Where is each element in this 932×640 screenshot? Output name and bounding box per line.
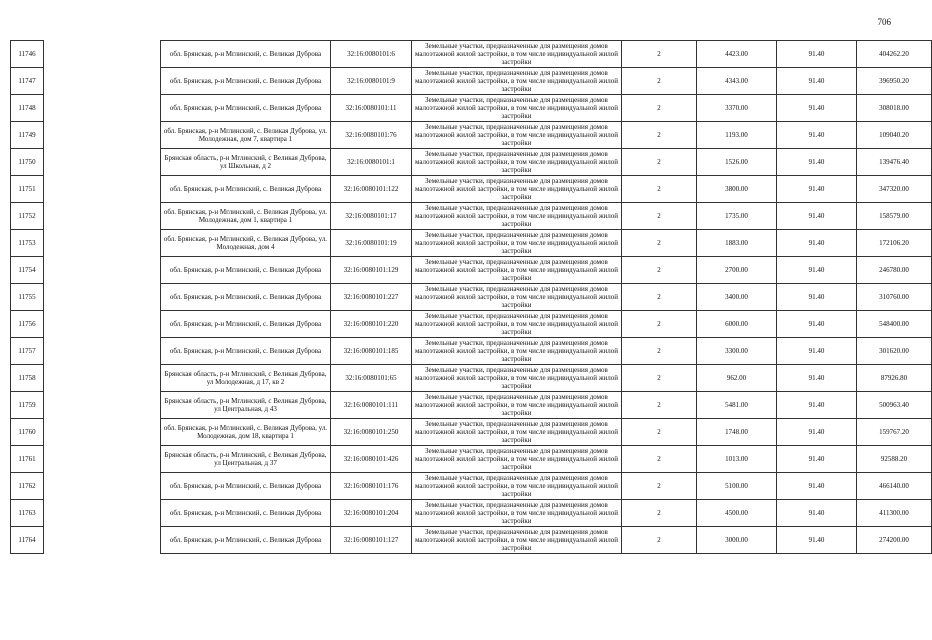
cadastral-value-cell: 92588.20	[857, 446, 932, 473]
address-cell: Брянская область, р-н Мглинский, с Великая Дуброва, ул Центральная, д 37	[161, 446, 331, 473]
specific-value-cell: 91.40	[777, 527, 857, 554]
cadastral-number-cell: 32:16:0080101:127	[331, 527, 412, 554]
land-use-category-cell: Земельные участки, предназначенные для размещения домов малоэтажной жилой застройки, в том числе индивидуальной жилой застройки	[412, 419, 622, 446]
specific-value-cell: 91.40	[777, 473, 857, 500]
cadastral-number-cell: 32:16:0080101:17	[331, 203, 412, 230]
row-number: 11762	[11, 473, 44, 500]
land-use-category-cell: Земельные участки, предназначенные для размещения домов малоэтажной жилой застройки, в том числе индивидуальной жилой застройки	[412, 338, 622, 365]
area-cell: 3300.00	[697, 338, 777, 365]
specific-value-cell: 91.40	[777, 284, 857, 311]
land-use-category-cell: Земельные участки, предназначенные для размещения домов малоэтажной жилой застройки, в том числе индивидуальной жилой застройки	[412, 230, 622, 257]
area-cell: 3800.00	[697, 176, 777, 203]
group-cell: 2	[622, 68, 697, 95]
cadastral-value-cell: 411300.00	[857, 500, 932, 527]
cadastral-value-cell: 308018.00	[857, 95, 932, 122]
cadastral-number-cell: 32:16:0080101:6	[331, 41, 412, 68]
row-number: 11753	[11, 230, 44, 257]
cadastral-number-cell: 32:16:0080101:176	[331, 473, 412, 500]
blank-cell	[44, 473, 161, 500]
area-cell: 1193.00	[697, 122, 777, 149]
row-number: 11758	[11, 365, 44, 392]
land-use-category-cell: Земельные участки, предназначенные для размещения домов малоэтажной жилой застройки, в том числе индивидуальной жилой застройки	[412, 500, 622, 527]
row-number: 11757	[11, 338, 44, 365]
cadastral-number-cell: 32:16:0080101:129	[331, 257, 412, 284]
group-cell: 2	[622, 419, 697, 446]
area-cell: 4500.00	[697, 500, 777, 527]
group-cell: 2	[622, 284, 697, 311]
table-row	[11, 41, 932, 68]
row-number: 11752	[11, 203, 44, 230]
group-cell: 2	[622, 311, 697, 338]
specific-value-cell: 91.40	[777, 149, 857, 176]
blank-cell	[44, 500, 161, 527]
group-cell: 2	[622, 365, 697, 392]
cadastral-value-cell: 274200.00	[857, 527, 932, 554]
address-cell: обл. Брянская, р-н Мглинский, с. Великая Дуброва	[161, 311, 331, 338]
land-use-category-cell: Земельные участки, предназначенные для размещения домов малоэтажной жилой застройки, в том числе индивидуальной жилой застройки	[412, 311, 622, 338]
specific-value-cell: 91.40	[777, 95, 857, 122]
table-row	[11, 257, 932, 284]
table-row	[11, 473, 932, 500]
land-use-category-cell: Земельные участки, предназначенные для размещения домов малоэтажной жилой застройки, в том числе индивидуальной жилой застройки	[412, 41, 622, 68]
row-number: 11747	[11, 68, 44, 95]
specific-value-cell: 91.40	[777, 203, 857, 230]
blank-cell	[44, 446, 161, 473]
area-cell: 3400.00	[697, 284, 777, 311]
cadastral-value-cell: 159767.20	[857, 419, 932, 446]
table-row	[11, 500, 932, 527]
cadastral-number-cell: 32:16:0080101:426	[331, 446, 412, 473]
group-cell: 2	[622, 527, 697, 554]
group-cell: 2	[622, 338, 697, 365]
cadastral-number-cell: 32:16:0080101:227	[331, 284, 412, 311]
land-use-category-cell: Земельные участки, предназначенные для размещения домов малоэтажной жилой застройки, в том числе индивидуальной жилой застройки	[412, 446, 622, 473]
cadastral-value-cell: 301620.00	[857, 338, 932, 365]
specific-value-cell: 91.40	[777, 365, 857, 392]
blank-cell	[44, 95, 161, 122]
row-number: 11760	[11, 419, 44, 446]
cadastral-number-cell: 32:16:0080101:11	[331, 95, 412, 122]
area-cell: 2700.00	[697, 257, 777, 284]
specific-value-cell: 91.40	[777, 419, 857, 446]
specific-value-cell: 91.40	[777, 311, 857, 338]
address-cell: обл. Брянская, р-н Мглинский, с. Великая Дуброва	[161, 68, 331, 95]
cadastral-number-cell: 32:16:0080101:220	[331, 311, 412, 338]
cadastral-value-cell: 172106.20	[857, 230, 932, 257]
specific-value-cell: 91.40	[777, 122, 857, 149]
address-cell: Брянская область, р-н Мглинский, с Великая Дуброва, ул Центральная, д 43	[161, 392, 331, 419]
group-cell: 2	[622, 176, 697, 203]
blank-cell	[44, 122, 161, 149]
area-cell: 3370.00	[697, 95, 777, 122]
row-number: 11763	[11, 500, 44, 527]
area-cell: 3000.00	[697, 527, 777, 554]
land-use-category-cell: Земельные участки, предназначенные для размещения домов малоэтажной жилой застройки, в том числе индивидуальной жилой застройки	[412, 68, 622, 95]
group-cell: 2	[622, 446, 697, 473]
address-cell: обл. Брянская, р-н Мглинский, с. Великая Дуброва, ул. Молодежная, дом 7, квартира 1	[161, 122, 331, 149]
area-cell: 962.00	[697, 365, 777, 392]
group-cell: 2	[622, 500, 697, 527]
address-cell: обл. Брянская, р-н Мглинский, с. Великая Дуброва	[161, 41, 331, 68]
page-number: 706	[877, 17, 891, 27]
address-cell: обл. Брянская, р-н Мглинский, с. Великая Дуброва	[161, 473, 331, 500]
land-use-category-cell: Земельные участки, предназначенные для размещения домов малоэтажной жилой застройки, в том числе индивидуальной жилой застройки	[412, 122, 622, 149]
cadastral-value-table	[10, 40, 932, 554]
blank-cell	[44, 41, 161, 68]
area-cell: 5100.00	[697, 473, 777, 500]
blank-cell	[44, 419, 161, 446]
group-cell: 2	[622, 473, 697, 500]
table-row	[11, 122, 932, 149]
row-number: 11759	[11, 392, 44, 419]
area-cell: 1883.00	[697, 230, 777, 257]
blank-cell	[44, 338, 161, 365]
address-cell: обл. Брянская, р-н Мглинский, с. Великая Дуброва, ул. Молодежная, дом 4	[161, 230, 331, 257]
row-number: 11756	[11, 311, 44, 338]
specific-value-cell: 91.40	[777, 257, 857, 284]
address-cell: обл. Брянская, р-н Мглинский, с. Великая Дуброва	[161, 95, 331, 122]
specific-value-cell: 91.40	[777, 392, 857, 419]
cadastral-value-cell: 310760.00	[857, 284, 932, 311]
group-cell: 2	[622, 122, 697, 149]
cadastral-number-cell: 32:16:0080101:65	[331, 365, 412, 392]
row-number: 11748	[11, 95, 44, 122]
cadastral-number-cell: 32:16:0080101:1	[331, 149, 412, 176]
area-cell: 4423.00	[697, 41, 777, 68]
row-number: 11750	[11, 149, 44, 176]
table-row	[11, 149, 932, 176]
group-cell: 2	[622, 203, 697, 230]
land-use-category-cell: Земельные участки, предназначенные для размещения домов малоэтажной жилой застройки, в том числе индивидуальной жилой застройки	[412, 149, 622, 176]
address-cell: обл. Брянская, р-н Мглинский, с. Великая Дуброва	[161, 338, 331, 365]
cadastral-number-cell: 32:16:0080101:185	[331, 338, 412, 365]
table-row	[11, 68, 932, 95]
table-row	[11, 284, 932, 311]
address-cell: обл. Брянская, р-н Мглинский, с. Великая Дуброва	[161, 257, 331, 284]
land-use-category-cell: Земельные участки, предназначенные для размещения домов малоэтажной жилой застройки, в том числе индивидуальной жилой застройки	[412, 527, 622, 554]
group-cell: 2	[622, 41, 697, 68]
row-number: 11764	[11, 527, 44, 554]
cadastral-number-cell: 32:16:0080101:19	[331, 230, 412, 257]
cadastral-number-cell: 32:16:0080101:9	[331, 68, 412, 95]
row-number: 11746	[11, 41, 44, 68]
cadastral-value-cell: 158579.00	[857, 203, 932, 230]
blank-cell	[44, 149, 161, 176]
specific-value-cell: 91.40	[777, 176, 857, 203]
group-cell: 2	[622, 95, 697, 122]
table-row	[11, 176, 932, 203]
blank-cell	[44, 284, 161, 311]
group-cell: 2	[622, 392, 697, 419]
cadastral-value-cell: 500963.40	[857, 392, 932, 419]
area-cell: 4343.00	[697, 68, 777, 95]
land-use-category-cell: Земельные участки, предназначенные для размещения домов малоэтажной жилой застройки, в том числе индивидуальной жилой застройки	[412, 95, 622, 122]
table-row	[11, 203, 932, 230]
land-use-category-cell: Земельные участки, предназначенные для размещения домов малоэтажной жилой застройки, в том числе индивидуальной жилой застройки	[412, 473, 622, 500]
cadastral-number-cell: 32:16:0080101:111	[331, 392, 412, 419]
blank-cell	[44, 230, 161, 257]
row-number: 11761	[11, 446, 44, 473]
specific-value-cell: 91.40	[777, 230, 857, 257]
area-cell: 1526.00	[697, 149, 777, 176]
group-cell: 2	[622, 149, 697, 176]
specific-value-cell: 91.40	[777, 68, 857, 95]
blank-cell	[44, 203, 161, 230]
blank-cell	[44, 68, 161, 95]
cadastral-value-cell: 109040.20	[857, 122, 932, 149]
table-row	[11, 365, 932, 392]
table-row	[11, 446, 932, 473]
group-cell: 2	[622, 257, 697, 284]
cadastral-value-cell: 404262.20	[857, 41, 932, 68]
address-cell: Брянская область, р-н Мглинский, с Великая Дуброва, ул Школьная, д 2	[161, 149, 331, 176]
address-cell: обл. Брянская, р-н Мглинский, с. Великая Дуброва, ул. Молодежная, дом 18, квартира 1	[161, 419, 331, 446]
cadastral-number-cell: 32:16:0080101:76	[331, 122, 412, 149]
group-cell: 2	[622, 230, 697, 257]
row-number: 11751	[11, 176, 44, 203]
row-number: 11749	[11, 122, 44, 149]
address-cell: обл. Брянская, р-н Мглинский, с. Великая Дуброва	[161, 500, 331, 527]
blank-cell	[44, 365, 161, 392]
table-row	[11, 311, 932, 338]
land-use-category-cell: Земельные участки, предназначенные для размещения домов малоэтажной жилой застройки, в том числе индивидуальной жилой застройки	[412, 257, 622, 284]
row-number: 11755	[11, 284, 44, 311]
land-use-category-cell: Земельные участки, предназначенные для размещения домов малоэтажной жилой застройки, в том числе индивидуальной жилой застройки	[412, 392, 622, 419]
cadastral-value-cell: 548400.00	[857, 311, 932, 338]
area-cell: 1748.00	[697, 419, 777, 446]
blank-cell	[44, 311, 161, 338]
blank-cell	[44, 176, 161, 203]
address-cell: обл. Брянская, р-н Мглинский, с. Великая Дуброва	[161, 284, 331, 311]
cadastral-value-cell: 87926.80	[857, 365, 932, 392]
land-use-category-cell: Земельные участки, предназначенные для размещения домов малоэтажной жилой застройки, в том числе индивидуальной жилой застройки	[412, 365, 622, 392]
cadastral-value-cell: 347320.00	[857, 176, 932, 203]
address-cell: обл. Брянская, р-н Мглинский, с. Великая Дуброва	[161, 527, 331, 554]
blank-cell	[44, 527, 161, 554]
table-row	[11, 95, 932, 122]
land-use-category-cell: Земельные участки, предназначенные для размещения домов малоэтажной жилой застройки, в том числе индивидуальной жилой застройки	[412, 176, 622, 203]
address-cell: Брянская область, р-н Мглинский, с Великая Дуброва, ул Молодежная, д 17, кв 2	[161, 365, 331, 392]
cadastral-value-cell: 466140.00	[857, 473, 932, 500]
specific-value-cell: 91.40	[777, 41, 857, 68]
land-use-category-cell: Земельные участки, предназначенные для размещения домов малоэтажной жилой застройки, в том числе индивидуальной жилой застройки	[412, 203, 622, 230]
specific-value-cell: 91.40	[777, 500, 857, 527]
table-row	[11, 527, 932, 554]
cadastral-value-cell: 246780.00	[857, 257, 932, 284]
table-row	[11, 392, 932, 419]
address-cell: обл. Брянская, р-н Мглинский, с. Великая Дуброва, ул. Молодежная, дом 1, квартира 1	[161, 203, 331, 230]
blank-cell	[44, 392, 161, 419]
cadastral-value-cell: 139476.40	[857, 149, 932, 176]
cadastral-value-cell: 396950.20	[857, 68, 932, 95]
table-row	[11, 230, 932, 257]
area-cell: 6000.00	[697, 311, 777, 338]
area-cell: 1735.00	[697, 203, 777, 230]
specific-value-cell: 91.40	[777, 338, 857, 365]
table-row	[11, 338, 932, 365]
cadastral-number-cell: 32:16:0080101:250	[331, 419, 412, 446]
blank-cell	[44, 257, 161, 284]
area-cell: 1013.00	[697, 446, 777, 473]
specific-value-cell: 91.40	[777, 446, 857, 473]
cadastral-number-cell: 32:16:0080101:122	[331, 176, 412, 203]
table-body	[11, 41, 932, 554]
area-cell: 5481.00	[697, 392, 777, 419]
row-number: 11754	[11, 257, 44, 284]
address-cell: обл. Брянская, р-н Мглинский, с. Великая Дуброва	[161, 176, 331, 203]
cadastral-number-cell: 32:16:0080101:204	[331, 500, 412, 527]
table-row	[11, 419, 932, 446]
land-use-category-cell: Земельные участки, предназначенные для размещения домов малоэтажной жилой застройки, в том числе индивидуальной жилой застройки	[412, 284, 622, 311]
